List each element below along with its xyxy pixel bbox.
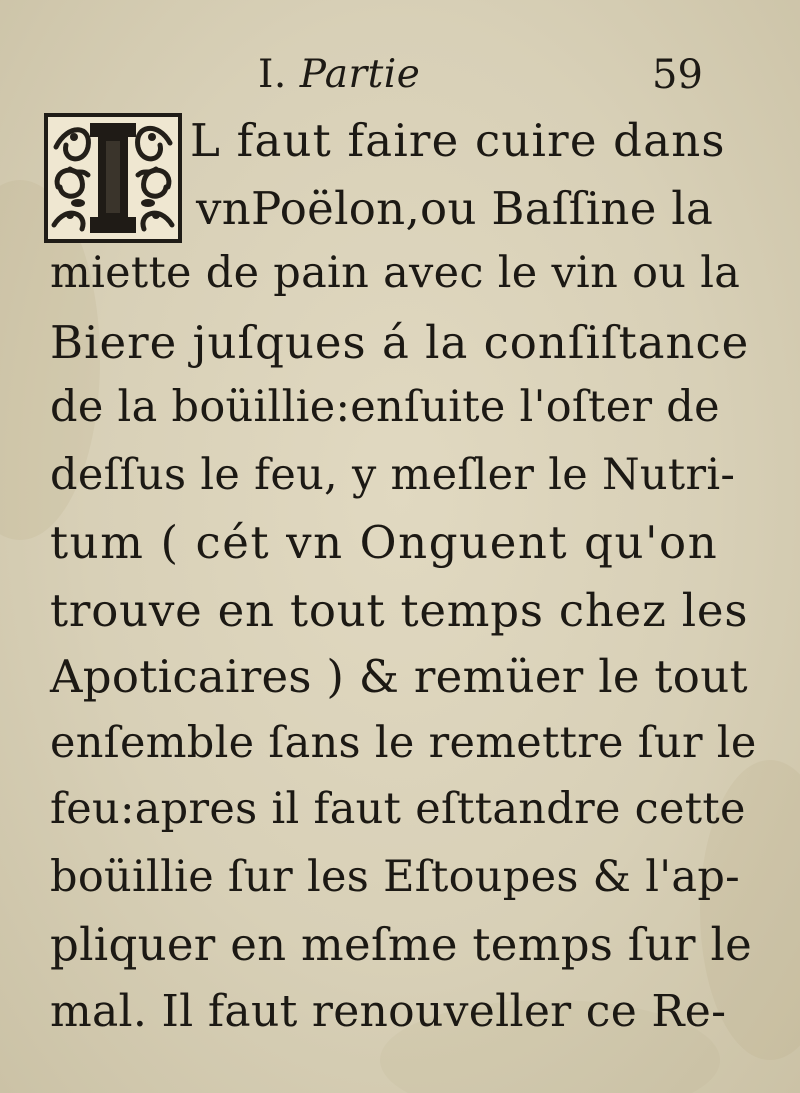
text-line: miette de pain avec le vin ou la — [50, 248, 741, 298]
text-line: tum ( cét vn Onguent qu'on — [50, 516, 719, 569]
text-line: de la boüillie:enſuite l'oſter de — [50, 382, 720, 432]
text-line: vnPoëlon,ou Baſſine la — [196, 182, 714, 235]
text-line: L faut faire cuire dans — [190, 114, 726, 167]
part-word: Partie — [299, 52, 421, 97]
page-number: 59 — [652, 52, 703, 98]
text-line: mal. Il faut renouveller ce Re- — [50, 986, 727, 1037]
text-line: deſſus le feu, y meſler le Nutri- — [50, 450, 736, 500]
text-line: enſemble ſans le remettre ſur le — [50, 718, 757, 768]
text-line: Apoticaires ) & remüer le tout — [50, 650, 748, 703]
text-line: boüillie ſur les Eſtoupes & l'ap- — [50, 852, 740, 902]
text-line: feu:apres il faut eſttandre cette — [50, 784, 746, 834]
text-line: trouve en tout temps chez les — [50, 584, 749, 637]
part-number: I. — [258, 52, 287, 97]
text-line: Biere juſques á la conſiſtance — [50, 316, 750, 369]
text-line: pliquer en meſme temps ſur le — [50, 918, 753, 971]
